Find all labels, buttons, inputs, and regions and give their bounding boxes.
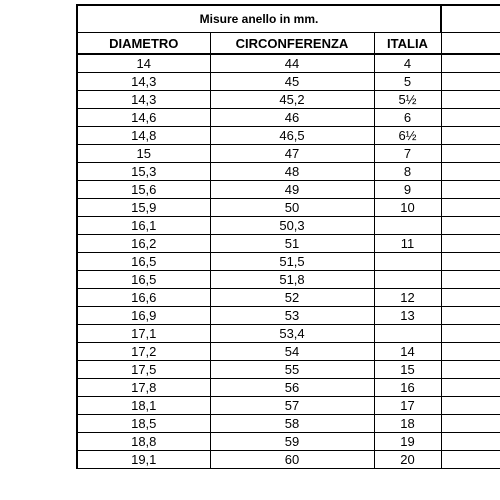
cell-diametro: 15,6 xyxy=(77,181,210,199)
cell-extra xyxy=(441,127,500,145)
table-row xyxy=(77,433,500,451)
table-row xyxy=(77,73,500,91)
cell-circonferenza: 45 xyxy=(210,73,374,91)
cell-diametro: 19,1 xyxy=(77,451,210,469)
header-italia: ITALIA xyxy=(374,33,441,55)
cell-extra xyxy=(441,271,500,289)
cell-italia: 11 xyxy=(374,235,441,253)
cell-circonferenza: 56 xyxy=(210,379,374,397)
table-row xyxy=(77,181,500,199)
cell-diametro: 14 xyxy=(77,54,210,73)
cell-extra xyxy=(441,253,500,271)
cell-extra xyxy=(441,397,500,415)
header-circonferenza: CIRCONFERENZA xyxy=(210,33,374,55)
table-body xyxy=(77,54,500,469)
cell-circonferenza: 44 xyxy=(210,54,374,73)
cell-circonferenza: 53 xyxy=(210,307,374,325)
cell-circonferenza: 46,5 xyxy=(210,127,374,145)
cell-italia: 5½ xyxy=(374,91,441,109)
cell-diametro: 18,8 xyxy=(77,433,210,451)
cell-diametro: 17,5 xyxy=(77,361,210,379)
cell-diametro: 14,3 xyxy=(77,73,210,91)
cell-italia: 12 xyxy=(374,289,441,307)
table-row xyxy=(77,397,500,415)
cell-circonferenza: 51 xyxy=(210,235,374,253)
cell-extra xyxy=(441,343,500,361)
cell-extra xyxy=(441,109,500,127)
cell-circonferenza: 47 xyxy=(210,145,374,163)
cell-italia: 7 xyxy=(374,145,441,163)
cell-extra xyxy=(441,361,500,379)
cell-circonferenza: 45,2 xyxy=(210,91,374,109)
cell-circonferenza: 53,4 xyxy=(210,325,374,343)
table-row xyxy=(77,289,500,307)
ring-size-table xyxy=(76,4,500,469)
cell-italia: 16 xyxy=(374,379,441,397)
table-row xyxy=(77,54,500,73)
cell-italia: 5 xyxy=(374,73,441,91)
table-row xyxy=(77,109,500,127)
cell-italia: 13 xyxy=(374,307,441,325)
cell-extra xyxy=(441,73,500,91)
cell-diametro: 14,3 xyxy=(77,91,210,109)
header-extra xyxy=(441,33,500,55)
cell-italia: 6½ xyxy=(374,127,441,145)
table-row xyxy=(77,271,500,289)
cell-extra xyxy=(441,163,500,181)
cell-extra xyxy=(441,433,500,451)
table-row xyxy=(77,199,500,217)
table-title-row xyxy=(77,5,500,33)
table-row xyxy=(77,415,500,433)
table-row xyxy=(77,451,500,469)
cell-circonferenza: 60 xyxy=(210,451,374,469)
cell-diametro: 16,5 xyxy=(77,271,210,289)
table-row xyxy=(77,217,500,235)
cell-circonferenza: 49 xyxy=(210,181,374,199)
cell-diametro: 18,5 xyxy=(77,415,210,433)
cell-diametro: 14,8 xyxy=(77,127,210,145)
cell-extra xyxy=(441,199,500,217)
header-diametro: DIAMETRO xyxy=(77,33,210,55)
cell-italia: 9 xyxy=(374,181,441,199)
table-title-extra-cell xyxy=(441,5,500,33)
cell-diametro: 16,9 xyxy=(77,307,210,325)
cell-extra xyxy=(441,307,500,325)
cell-diametro: 17,8 xyxy=(77,379,210,397)
cell-italia: 4 xyxy=(374,54,441,73)
table-row xyxy=(77,343,500,361)
cell-diametro: 16,5 xyxy=(77,253,210,271)
cell-extra xyxy=(441,91,500,109)
cell-diametro: 14,6 xyxy=(77,109,210,127)
cell-extra xyxy=(441,145,500,163)
cell-italia xyxy=(374,271,441,289)
table-header-row xyxy=(77,33,500,55)
cell-italia: 18 xyxy=(374,415,441,433)
cell-extra xyxy=(441,181,500,199)
cell-diametro: 17,2 xyxy=(77,343,210,361)
cell-italia: 6 xyxy=(374,109,441,127)
cell-italia xyxy=(374,217,441,235)
cell-diametro: 18,1 xyxy=(77,397,210,415)
cell-extra xyxy=(441,451,500,469)
cell-italia xyxy=(374,325,441,343)
table-row xyxy=(77,361,500,379)
table-row xyxy=(77,127,500,145)
cell-italia: 19 xyxy=(374,433,441,451)
cell-extra xyxy=(441,54,500,73)
table-row xyxy=(77,253,500,271)
cell-diametro: 16,2 xyxy=(77,235,210,253)
cell-circonferenza: 57 xyxy=(210,397,374,415)
cell-circonferenza: 52 xyxy=(210,289,374,307)
cell-extra xyxy=(441,325,500,343)
cell-circonferenza: 51,5 xyxy=(210,253,374,271)
cell-italia: 15 xyxy=(374,361,441,379)
cell-circonferenza: 46 xyxy=(210,109,374,127)
cell-circonferenza: 58 xyxy=(210,415,374,433)
cell-italia: 17 xyxy=(374,397,441,415)
cell-circonferenza: 51,8 xyxy=(210,271,374,289)
cell-circonferenza: 59 xyxy=(210,433,374,451)
table-row xyxy=(77,235,500,253)
cell-circonferenza: 48 xyxy=(210,163,374,181)
cell-circonferenza: 55 xyxy=(210,361,374,379)
table-row xyxy=(77,307,500,325)
cell-extra xyxy=(441,289,500,307)
table-row xyxy=(77,145,500,163)
cell-italia xyxy=(374,253,441,271)
cell-extra xyxy=(441,415,500,433)
table-row xyxy=(77,325,500,343)
cell-extra xyxy=(441,379,500,397)
cell-extra xyxy=(441,217,500,235)
cell-circonferenza: 50 xyxy=(210,199,374,217)
table-row xyxy=(77,163,500,181)
cell-italia: 20 xyxy=(374,451,441,469)
cell-circonferenza: 50,3 xyxy=(210,217,374,235)
table-row xyxy=(77,91,500,109)
cell-diametro: 17,1 xyxy=(77,325,210,343)
cell-diametro: 15,9 xyxy=(77,199,210,217)
cell-italia: 10 xyxy=(374,199,441,217)
table-title: Misure anello in mm. xyxy=(77,5,441,33)
cell-italia: 8 xyxy=(374,163,441,181)
cell-diametro: 15 xyxy=(77,145,210,163)
cell-diametro: 15,3 xyxy=(77,163,210,181)
cell-italia: 14 xyxy=(374,343,441,361)
cell-circonferenza: 54 xyxy=(210,343,374,361)
ring-size-sheet xyxy=(76,4,500,500)
cell-extra xyxy=(441,235,500,253)
table-row xyxy=(77,379,500,397)
cell-diametro: 16,6 xyxy=(77,289,210,307)
cell-diametro: 16,1 xyxy=(77,217,210,235)
